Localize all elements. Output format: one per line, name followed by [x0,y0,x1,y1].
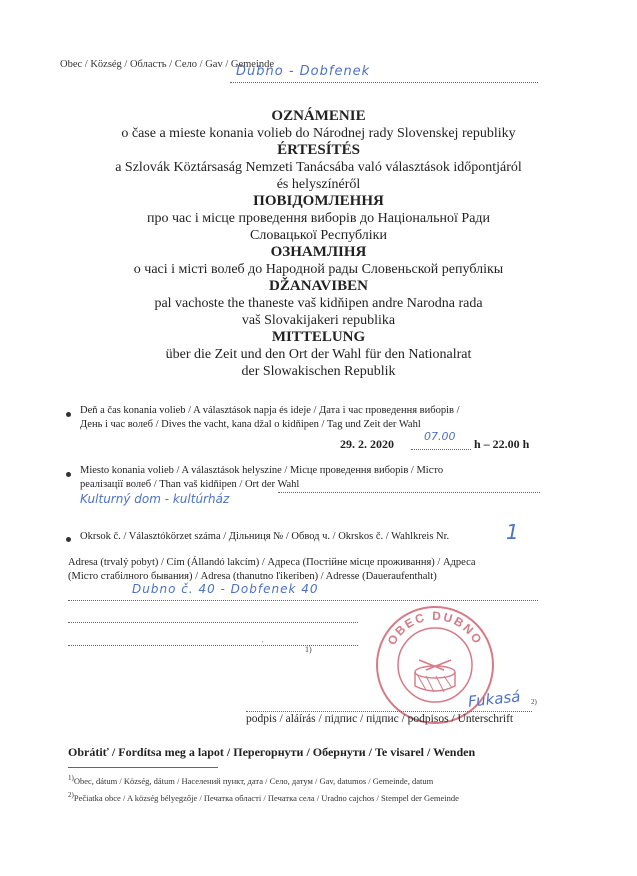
turn-over-instruction: Obrátiť / Fordítsa meg a lapot / Перегорнути / Обернути / Te visarel / Wenden [68,745,476,759]
address-line-2 [68,622,358,623]
notice-line: vaš Slovakijakeri republika [241,313,396,328]
notice-title: DŽANAVIBEN [269,278,368,294]
signature-label: podpis / aláírás / підпис / підпис / podpisos / Unterschrift [246,713,514,725]
district-number-handwritten: 1 [506,520,519,544]
election-time-range: h – 22.00 h [474,437,530,451]
date-footnote-mark: ' [262,640,264,648]
notice-line: a Szlovák Köztársaság Nemzeti Tanácsába való választások időpontjáról [115,160,522,175]
notice-hu [0,142,637,193]
place-handwritten-value: Kulturný dom - kultúrház [80,492,230,506]
place-label-line: реалізації волеб / Than vaš kidňipen / Ort der Wahl [80,479,300,490]
notice-uk [0,193,637,244]
notice-title: OZNÁMENIE [271,108,366,124]
notice-rom [0,278,637,329]
footnote-mark: 1) [68,774,74,782]
date-section-label [80,404,550,432]
time-dotted-line [411,449,471,450]
notice-line: és helyszínéről [276,177,361,192]
notice-line: über die Zeit und den Ort der Wahl für den Nationalrat [165,347,472,362]
election-date: 29. 2. 2020 [340,437,394,451]
signature-line [246,711,532,712]
notice-title: MITTELUNG [271,329,366,345]
place-section-label [80,464,550,492]
address-handwritten-value: Dubno č. 40 - Dobfenek 40 [132,582,319,596]
notice-line: pal vachoste the thaneste vaš kidňipen andre Narodna rada [154,296,483,311]
district-label: Okrsok č. / Választókörzet száma / Дільниця № / Обвод ч. / Okrskos č. / Wahlkreis Nr. [80,531,450,542]
place-underline [278,492,540,493]
address-label-line: Adresa (trvalý pobyt) / Cím (Állandó lakcím) / Адреса (Постійне місце проживання) / Адреса [68,557,476,568]
bullet-icon [66,537,71,542]
notice-rue [0,244,637,278]
footnote-mark-1: 1) [305,645,312,654]
date-label-line: Deň a čas konania volieb / A választások napja és ideje / Дата і час проведення виборів / [80,405,460,416]
address-line-3 [68,645,358,646]
notice-line: der Slowakischen Republik [241,364,396,379]
footnote-item [68,771,558,788]
notices-block [0,108,637,380]
address-label-line: (Місто стабілного бывания) / Adresa (thanutno ľikeriben) / Adresse (Daueraufenthalt) [68,571,437,582]
bullet-icon [66,412,71,417]
municipality-handwritten-value: Dubno - Dobfenek [236,64,371,79]
notice-title: ÉRTESÍTÉS [277,142,360,158]
place-label-line: Miesto konania volieb / A választások helyszíne / Місце проведення виборів / Місто [80,465,444,476]
municipality-label: Obec / Község / Область / Село / Gav / Gemeinde [60,59,275,70]
footnotes [68,771,558,805]
address-line-1 [68,600,538,601]
notice-de [0,329,637,380]
date-label-line: День і час волеб / Dives the vacht, kana džal o kidňipen / Tag und Zeit der Wahl [80,419,421,430]
stamp-text: OBEC DUBNO [384,608,486,648]
notice-sk [0,108,637,142]
notice-line: о часі і місті волеб до Народной рады Словеньской републікы [133,262,504,277]
signature-handwritten: Fukasá [467,687,522,711]
notice-title: ПОВІДОМЛЕННЯ [253,193,384,209]
footnote-text: Obec, dátum / Község, dátum / Населений пункт, дата / Село, датум / Gav, datumos / Gemeinde, datum [73,775,434,786]
notice-title: ОЗНАМЛІНЯ [270,244,367,260]
start-time-handwritten: 07.00 [424,430,456,443]
footnote-item [68,788,558,805]
footnote-mark-2: 2) [531,698,537,706]
notice-line: про час і місце проведення виборів до Національної Ради [146,211,491,226]
footnote-text: Pečiatka obce / A község bélyegzője / Печатка області / Печатка села / Uradno cajchos / Stempel der Gemeinde [73,792,459,803]
bullet-icon [66,472,71,477]
notice-line: o čase a mieste konania volieb do Národnej rady Slovenskej republiky [121,126,516,141]
notice-line: Словацької Республіки [250,228,387,243]
footnote-divider [68,767,218,768]
address-section-label [68,556,548,584]
municipality-underline [230,82,538,83]
footnote-mark: 2) [68,790,74,799]
